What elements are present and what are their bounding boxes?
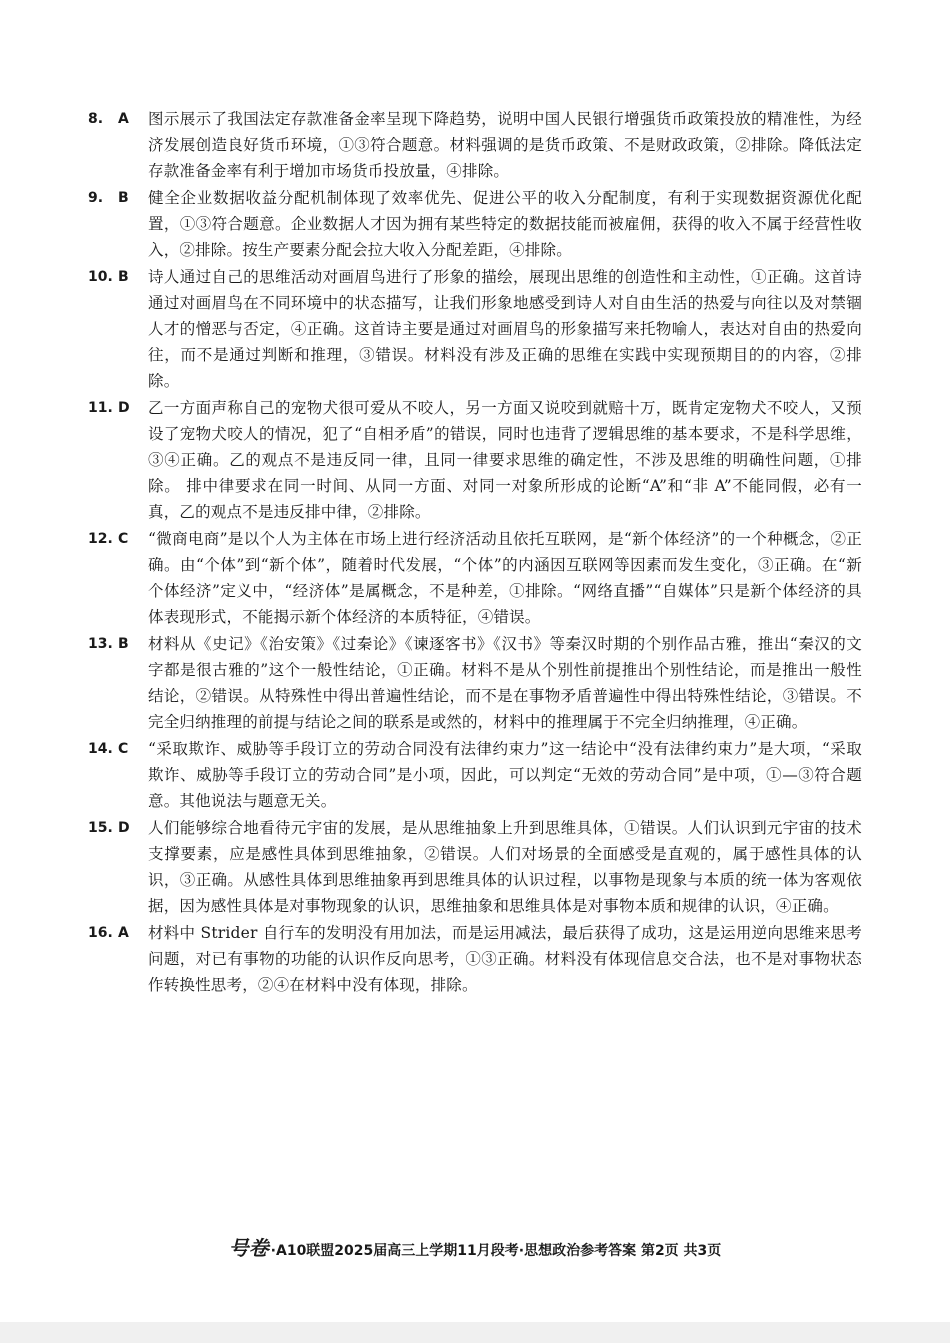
question-number: 13. [88, 636, 113, 652]
answer-letter: A [118, 111, 129, 127]
answer-explanation: “微商电商”是以个人为主体在市场上进行经济活动且依托互联网，是“新个体经济”的一个种概念，②正确。由“个体”到“新个体”，随着时代发展，“个体”的内涵因互联网等因素而发生变化，③正确。在“新个体经济”定义中，“经济体”是属概念，不是种差，①排除。“网络直播”“自媒体”只是新个体经济的具体表现形式，不能揭示新个体经济的本质特征，④错误。 [148, 530, 862, 626]
question-number: 8. [88, 111, 104, 127]
question-number: 9. [88, 190, 104, 206]
answer-letter: D [118, 400, 130, 416]
question-number: 14. [88, 741, 113, 757]
answer-letter: B [118, 190, 129, 206]
answer-letter: C [118, 531, 129, 547]
answer-letter: C [118, 741, 129, 757]
answer-item-16 [88, 920, 862, 998]
answer-letter: B [118, 269, 129, 285]
answer-item-12 [88, 526, 862, 630]
question-number: 16. [88, 925, 113, 941]
footer-text: ·A10联盟2025届高三上学期11月段考·思想政治参考答案 第2页 共3页 [270, 1243, 722, 1259]
answer-explanation: “采取欺诈、威胁等手段订立的劳动合同没有法律约束力”这一结论中“没有法律约束力”是大项，“采取欺诈、威胁等手段订立的劳动合同”是小项，因此，可以判定“无效的劳动合同”是中项，①—③符合题意。其他说法与题意无关。 [148, 740, 862, 810]
question-number: 12. [88, 531, 113, 547]
answer-letter: D [118, 820, 130, 836]
answer-letter: B [118, 636, 129, 652]
question-number: 10. [88, 269, 113, 285]
answer-item-15 [88, 815, 862, 919]
answer-explanation: 材料从《史记》《治安策》《过秦论》《谏逐客书》《汉书》等秦汉时期的个别作品古雅，推出“秦汉的文字都是很古雅的”这个一般性结论，①正确。材料不是从个别性前提推出个别性结论，而是推出一般性结论，②错误。从特殊性中得出普遍性结论，而不是在事物矛盾普遍性中得出特殊性结论，③错误。不完全归纳推理的前提与结论之间的联系是或然的，材料中的推理属于不完全归纳推理，④正确。 [148, 635, 862, 731]
question-number: 11. [88, 400, 113, 416]
answer-item-11 [88, 395, 862, 525]
answer-item-9 [88, 185, 862, 263]
answer-explanation: 人们能够综合地看待元宇宙的发展，是从思维抽象上升到思维具体，①错误。人们认识到元宇宙的技术支撑要素，应是感性具体到思维抽象，②错误。人们对场景的全面感受是直观的，属于感性具体的认识，③正确。从感性具体到思维抽象再到思维具体的认识过程，以事物是现象与本质的统一体为客观依据，因为感性具体是对事物现象的认识，思维抽象和思维具体是对事物本质和规律的认识，④正确。 [148, 819, 862, 915]
question-number: 15. [88, 820, 113, 836]
scan-edge [0, 1322, 950, 1343]
brand-logo: 号卷 [228, 1236, 269, 1260]
answer-item-8 [88, 106, 862, 184]
answer-explanation: 图示展示了我国法定存款准备金率呈现下降趋势，说明中国人民银行增强货币政策投放的精准性，为经济发展创造良好货币环境，①③符合题意。材料强调的是货币政策、不是财政政策，②排除。降低法定存款准备金率有利于增加市场货币投放量，④排除。 [148, 110, 862, 180]
answer-item-13 [88, 631, 862, 735]
answer-list [88, 106, 862, 999]
answer-explanation: 诗人通过自己的思维活动对画眉鸟进行了形象的描绘，展现出思维的创造性和主动性，①正确。这首诗通过对画眉鸟在不同环境中的状态描写，让我们形象地感受到诗人对自由生活的热爱与向往以及对禁锢人才的憎恶与否定，④正确。这首诗主要是通过对画眉鸟的形象描写来托物喻人，表达对自由的热爱向往，而不是通过判断和推理，③错误。材料没有涉及正确的思维在实践中实现预期目的的内容，②排除。 [148, 268, 862, 390]
answer-letter: A [118, 925, 129, 941]
answer-item-10 [88, 264, 862, 394]
answer-explanation: 健全企业数据收益分配机制体现了效率优先、促进公平的收入分配制度，有利于实现数据资源优化配置，①③符合题意。企业数据人才因为拥有某些特定的数据技能而被雇佣，获得的收入不属于经营性收入，②排除。按生产要素分配会拉大收入分配差距，④排除。 [148, 189, 862, 259]
answer-explanation: 乙一方面声称自己的宠物犬很可爱从不咬人，另一方面又说咬到就赔十万，既肯定宠物犬不咬人，又预设了宠物犬咬人的情况，犯了“自相矛盾”的错误，同时也违背了逻辑思维的基本要求，不是科学思维，③④正确。乙的观点不是违反同一律，且同一律要求思维的确定性，不涉及思维的明确性问题，①排除。 排中律要求在同一时间、从同一方面、对同一对象所形成的论断“A”和“非 A”不能同假，必有一真，乙的观点不是违反排中律，②排除。 [148, 399, 862, 521]
answer-item-14 [88, 736, 862, 814]
answer-explanation: 材料中 Strider 自行车的发明没有用加法，而是运用减法，最后获得了成功，这是运用逆向思维来思考问题，对已有事物的功能的认识作反向思考，①③正确。材料没有体现信息交合法，也不是对事物状态作转换性思考，②④在材料中没有体现，排除。 [148, 924, 862, 994]
page-footer [0, 1232, 950, 1261]
